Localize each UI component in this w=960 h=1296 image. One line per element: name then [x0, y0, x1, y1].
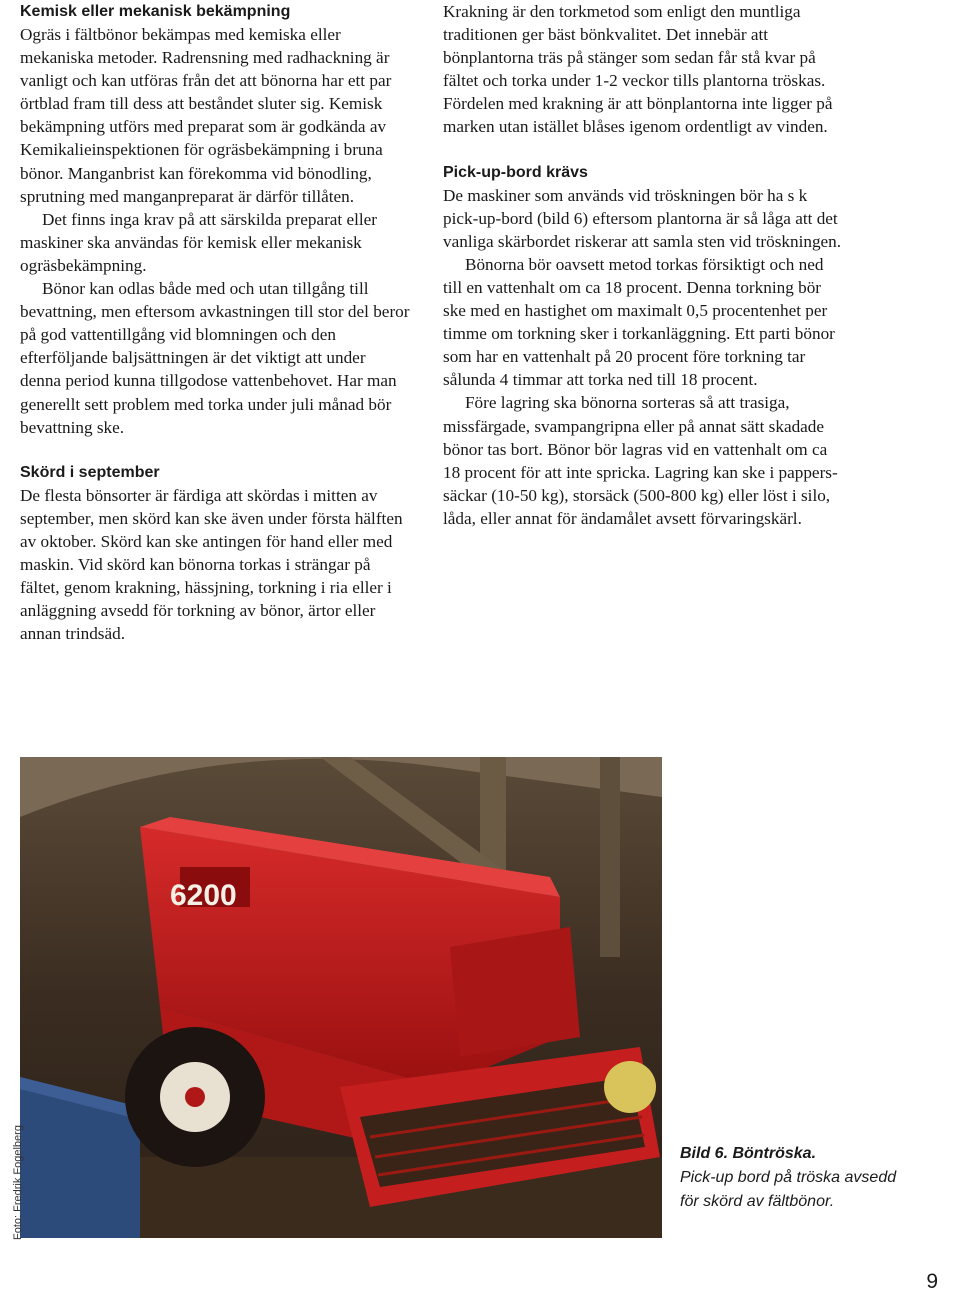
section-heading-harvest: Skörd i september [20, 463, 160, 481]
right-column [443, 0, 843, 530]
section-heading-weed-control: Kemisk eller mekanisk bekämpning [20, 3, 291, 20]
left-column [20, 0, 410, 645]
figure-caption [680, 1142, 910, 1214]
machine-number-label: 6200 [170, 879, 237, 912]
caption-title: Bild 6. Böntröska. [680, 1145, 817, 1162]
paragraph: De flesta bönsorter är färdiga att skördas i mitten av september, men skörd kan ske även under första hälften av oktober. Skörd kan ske antingen för hand eller med maskin. Vid skörd kan bönorna torkas i strängar på fältet, genom krakning, hässjning, torkning i ria eller i anläggning avsedd för torkning av bönor, ärtor eller annan trindsäd. [20, 485, 403, 644]
photo-credit: Foto: Fredrik Fogelberg [12, 1125, 24, 1240]
caption-text: Pick-up bord på tröska avsedd för skörd av fältbönor. [680, 1169, 897, 1210]
paragraph: Ogräs i fältbönor bekämpas med kemiska eller mekaniska metoder. Radrensning med radhackning är vanligt och kan utföras från det att bönorna har ett par örtblad fram till dess att beståndet sluter sig. Kemisk bekämpning utförs med preparat som är godkända av Kemikalieinspektionen för ogräsbekämpning i bruna bönor. Manganbrist kan förekomma vid bönodling, sprutning med manganpreparat är därför tillåten. [20, 25, 392, 206]
paragraph: Bönor kan odlas både med och utan tillgång till bevattning, men eftersom avkastningen till stor del beror på god vattentillgång vid blomningen och den efterföljande baljsättningen är det viktigt att under denna period kunna tillgodose vattenbehovet. Har man generellt sett problem med torka under juli månad bör bevattning ske. [20, 279, 410, 437]
paragraph: Krakning är den torkmetod som enligt den muntliga traditionen ger bäst bönkvalitet. Det innebär att bönplantorna träs på stänger som sedan får stå kvar på fältet och torka under 1-2 veckor tills plantorna tröskas. Fördelen med krakning är att bönplantorna inte ligger på marken utan istället blåses igenom ordentligt av vinden. [443, 2, 833, 137]
paragraph: Det finns inga krav på att särskilda preparat eller maskiner ska användas för kemisk eller mekanisk ogräsbekämpning. [20, 209, 378, 275]
section-heading-pickup-table: Pick-up-bord krävs [443, 163, 588, 181]
combine-harvester-photo [20, 757, 662, 1238]
page-number: 9 [926, 1270, 938, 1293]
paragraph: Bönorna bör oavsett metod torkas försiktigt och ned till en vattenhalt om ca 18 procent. Denna torkning bör ske med en hastighet om maximalt 0,5 procentenhet per timme om torkning sker i torkanläggning. Ett parti bönor som har en vattenhalt på 20 procent före torkning tar sålunda 4 timmar att torka ned till 18 procent. [443, 254, 835, 390]
paragraph: De maskiner som används vid tröskningen bör ha s k pick-up-bord (bild 6) eftersom plantorna är så låga att det vanliga skärbordet riskerar att samla sten vid tröskningen. [443, 185, 842, 251]
paragraph: Före lagring ska bönorna sorteras så att trasiga, missfärgade, svampangripna eller på annat sätt skadade bönor tas bort. Bönor bör lagras vid en vattenhalt om ca 18 procent för att inte spricka. Lagring kan ske i pappers-säckar (10-50 kg), storsäck (500-800 kg) eller löst i silo, låda, eller annat för ändamålet avsett förvaringskärl. [443, 393, 838, 528]
